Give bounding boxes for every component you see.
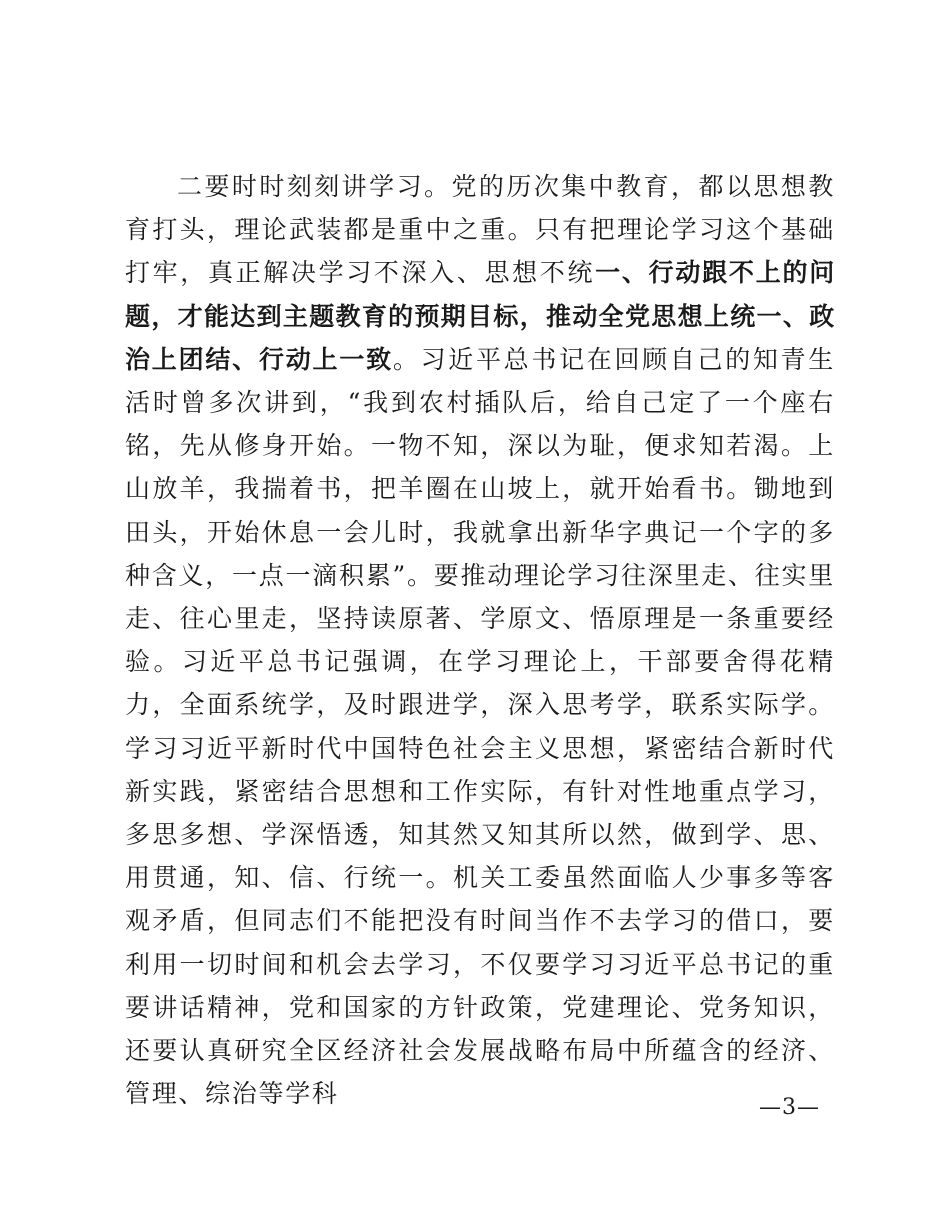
paragraph-text-part2: 。习近平总书记在回顾自己的知青生活时曾多次讲到，“我到农村插队后，给自己定了一个座右铭，先从修身开始。一物不知，深以为耻，便求知若渴。上山放羊，我揣着书，把羊圈在山坡上，就开始看书。锄地到田头，开始休息一会儿时，我就拿出新华字典记一个字的多种含义，一点一滴积累”。要推动理论学习往深里走、往实里走、往心里走，坚持读原著、学原文、悟原理是一条重要经验。习近平总书记强调，在学习理论上，干部要舍得花精力，全面系统学，及时跟进学，深入思考学，联系实际学。学习习近平新时代中国特色社会主义思想，紧密结合新时代新实践，紧密结合思想和工作实际，有针对性地重点学习，多思多想、学深悟透，知其然又知其所以然，做到学、思、用贯通，知、信、行统一。机关工委虽然面临人少事多等客观矛盾，但同志们不能把没有时间当作不去学习的借口，要利用一切时间和机会去学习，不仅要学习习近平总书记的重要讲话精神，党和国家的方针政策，党建理论、党务知识，还要认真研究全区经济社会发展战略布局中所蕴含的经济、管理、综治等学科 (125, 344, 835, 1109)
paragraph-text-bold: 一、行动跟不上的问题，才能达到主题教育的预期目标，推动全党思想上统一、政治上团结、行动上一致 (125, 258, 836, 374)
paragraph-text-part1: 二要时时刻刻讲学习。党的历次集中教育，都以思想教育打头，理论武装都是重中之重。只有把理论学习这个基础打牢，真正解决学习不深入、思想不统 (125, 172, 835, 288)
body-paragraph (125, 165, 835, 1115)
page-number: —3— (759, 1095, 820, 1120)
